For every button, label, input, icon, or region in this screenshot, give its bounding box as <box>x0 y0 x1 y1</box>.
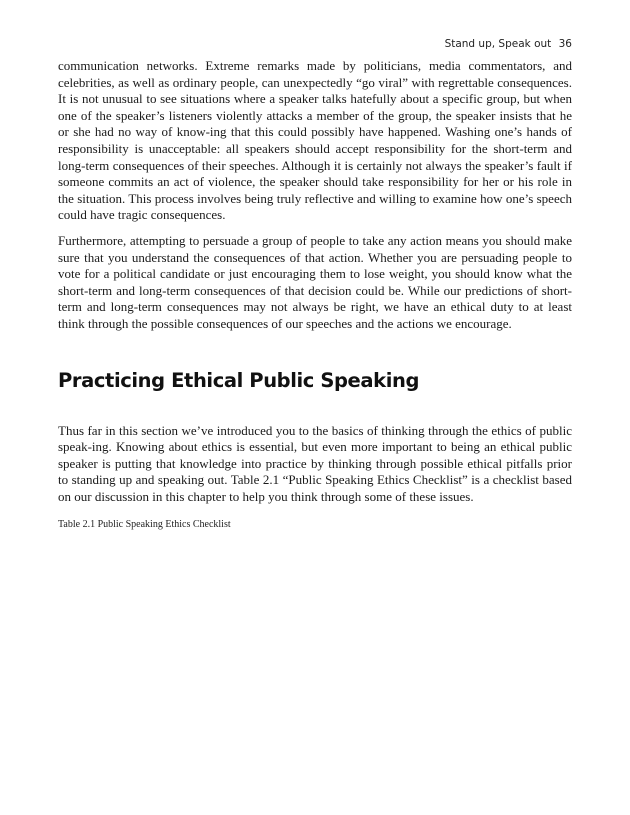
page-number: 36 <box>558 38 572 50</box>
table-caption: Table 2.1 Public Speaking Ethics Checklist <box>58 519 231 531</box>
running-title: Stand up, Speak out <box>444 38 552 50</box>
body-paragraph-1: communication networks. Extreme remarks made by politicians, media commentators, and celebrities, as well as ordinary people, can unexpectedly “go viral” with regrettable consequences. It is not unusual to see situations where a speaker talks hatefully about a specific group, but when one of the speaker’s listeners violently attacks a member of the group, the speaker insists that he or she had no way of know-ing that this could possibly have happened. Washing one’s hands of responsibility is unacceptable: all speakers should accept responsibility for the short-term and long-term consequences of their speeches. Although it is certainly not always the speaker’s fault if someone commits an act of violence, the speaker should take responsibility for her or his role in the situation. This process involves being truly reflective and willing to examine how one’s speech could have tragic consequences. <box>58 58 572 223</box>
section-paragraph: Thus far in this section we’ve introduced you to the basics of thinking through the ethics of public speak-ing. Knowing about ethics is essential, but even more important to being an ethical public speaker is putting that knowledge into practice by thinking through possible ethical pitfalls prior to standing up and speaking out. Table 2.1 “Public Speaking Ethics Checklist” is a checklist based on our discussion in this chapter to help you think through some of these issues. <box>58 422 572 504</box>
running-header <box>445 38 572 50</box>
page-content <box>58 58 572 530</box>
section-heading: Practicing Ethical Public Speaking <box>58 368 420 392</box>
body-paragraph-2: Furthermore, attempting to persuade a group of people to take any action means you should make sure that you understand the consequences of that action. Whether you are persuading people to vote for a political candidate or just encouraging them to lose weight, you should know what the short-term and long-term consequences of that decision could be. While our predictions of short-term and long-term consequences may not always be right, we have an ethical duty to at least think through the possible consequences of our speeches and the actions we encourage. <box>58 232 572 331</box>
